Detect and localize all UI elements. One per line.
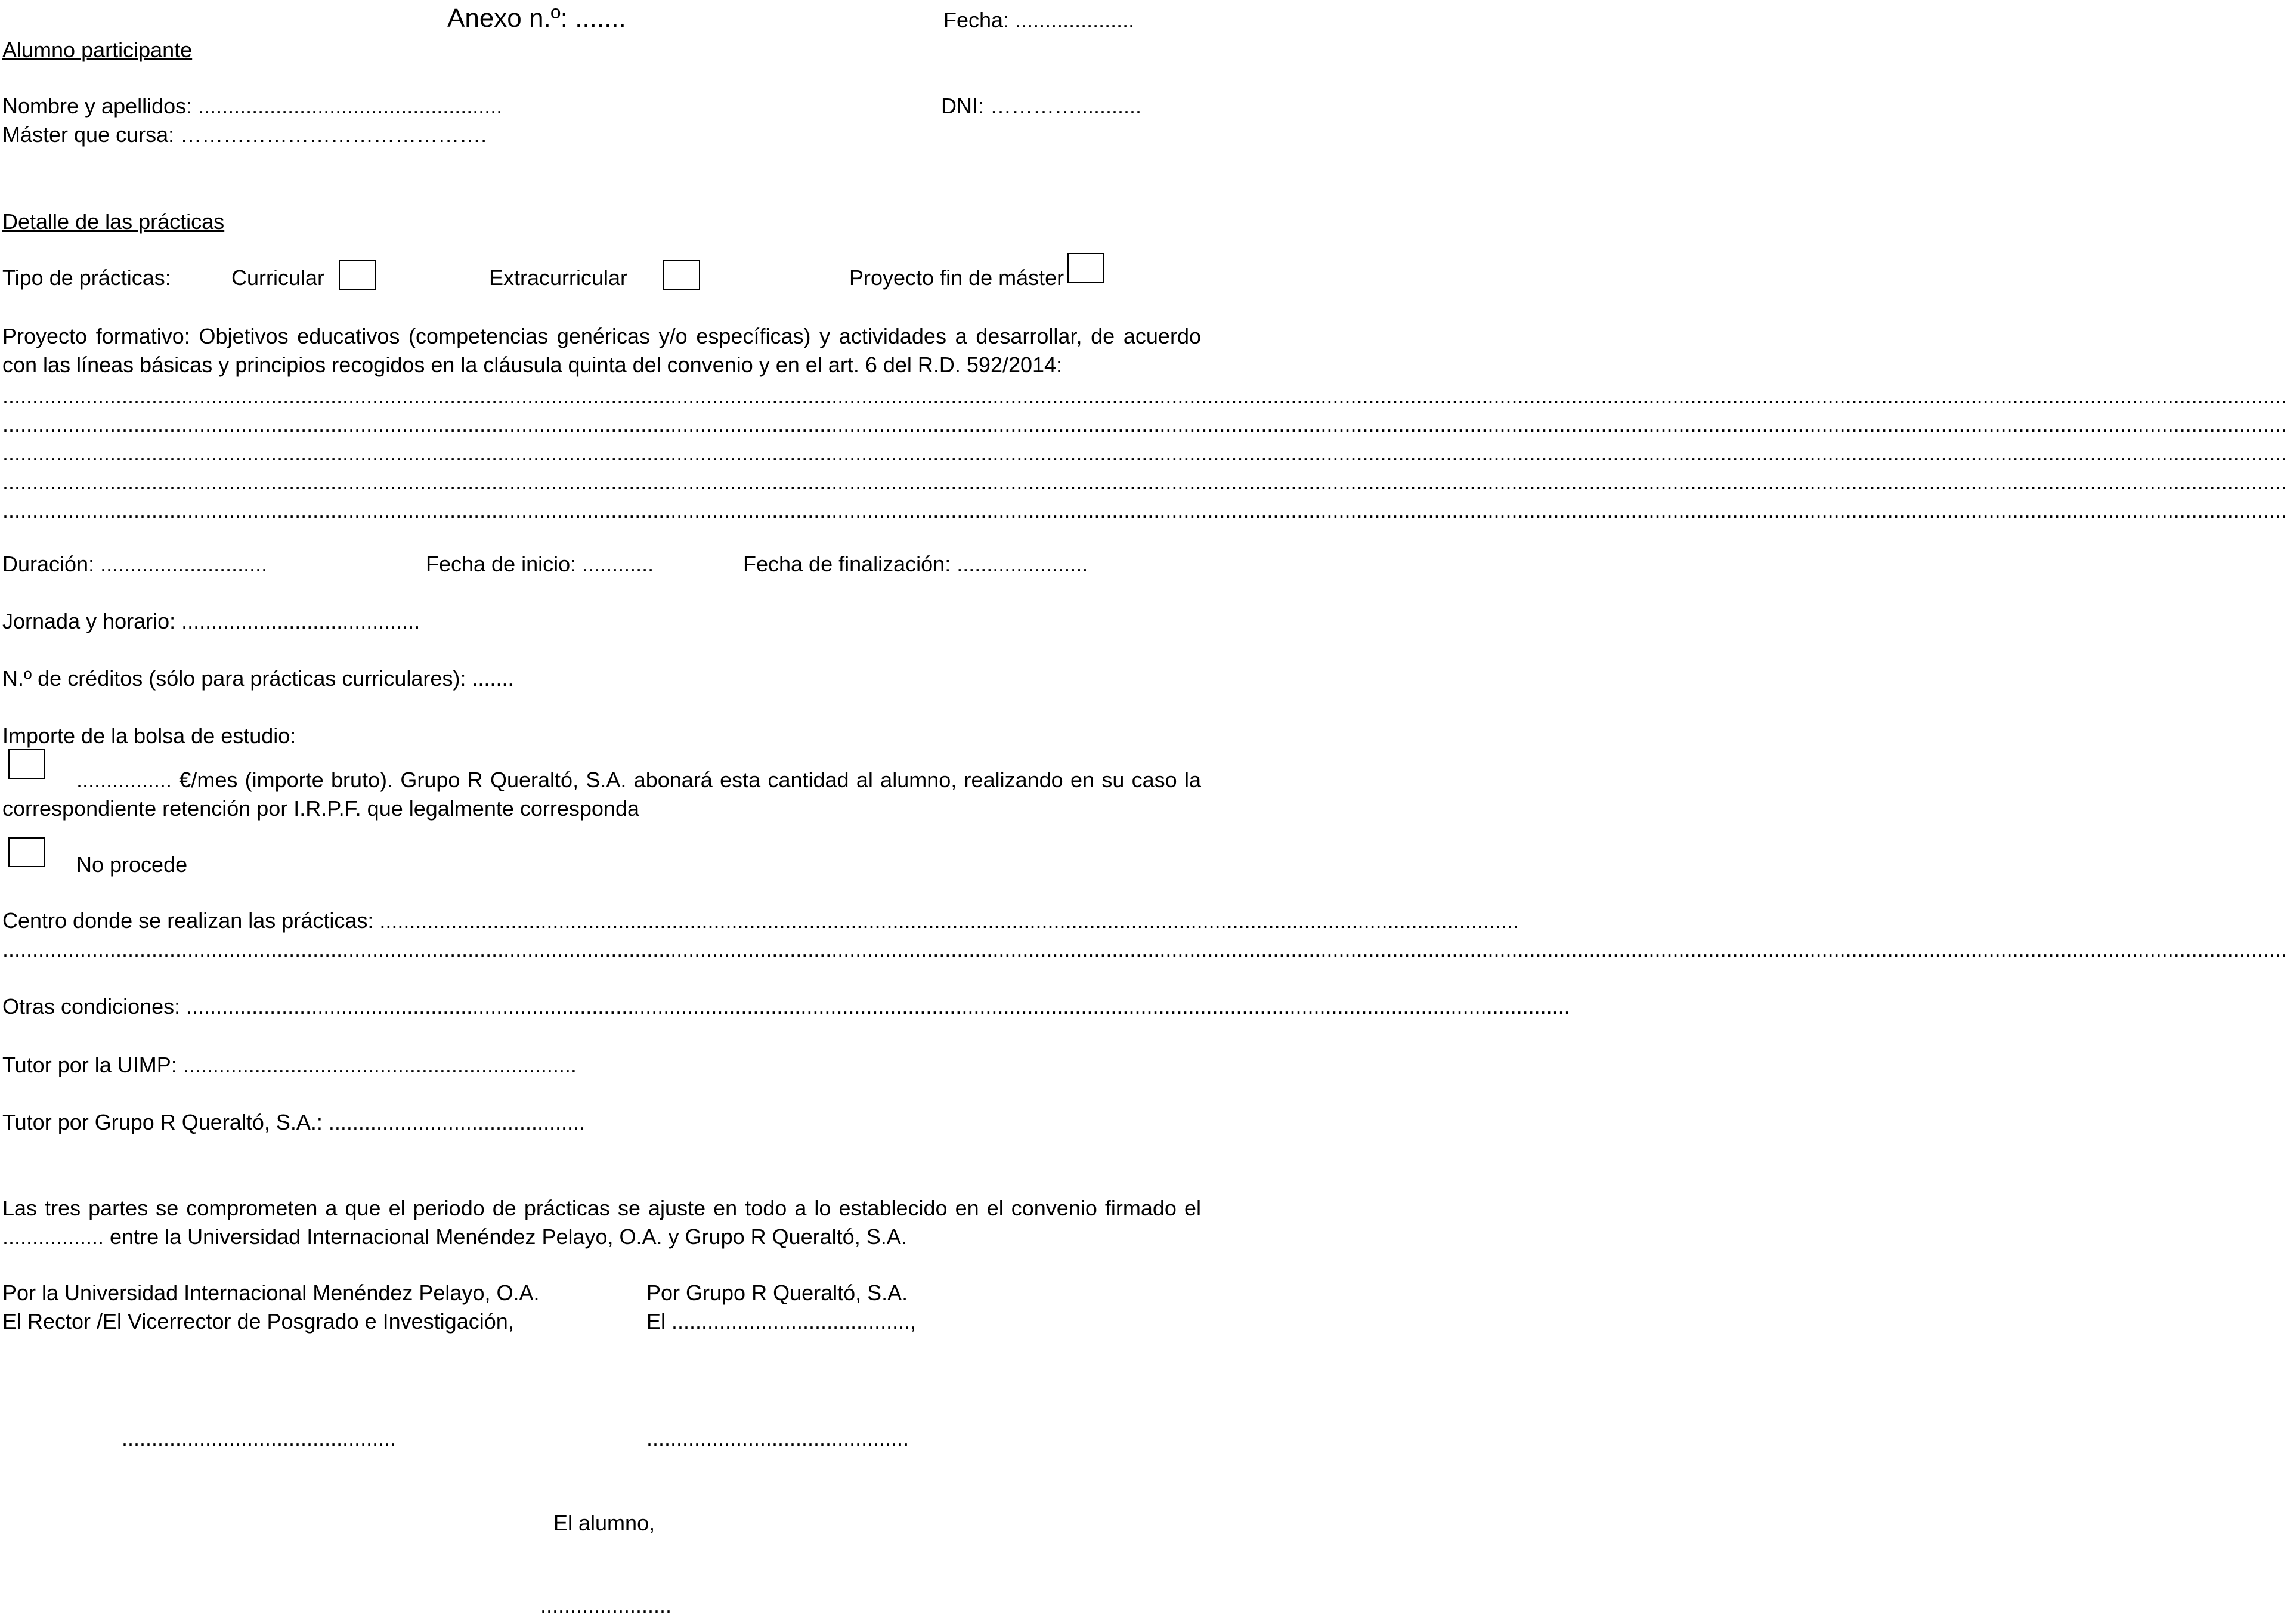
credits-field: N.º de créditos (sólo para prácticas curriculares): .......: [2, 666, 514, 691]
start-date-field: Fecha de inicio: ............: [426, 552, 654, 576]
date-field: Fecha: ....................: [943, 8, 1135, 32]
scholarship-amount-text-cont: correspondiente retención por I.R.P.F. que legalmente corresponda: [2, 796, 639, 821]
student-name-field: Nombre y apellidos: ...................................................: [2, 94, 503, 118]
practice-type-label: Tipo de prácticas:: [2, 265, 171, 290]
signature-line-left: ..............................................: [122, 1426, 397, 1450]
section-title-details: Detalle de las prácticas: [2, 209, 225, 234]
tutor-uimp-field: Tutor por la UIMP: ..................................................................: [2, 1053, 577, 1077]
training-project-description: Proyecto formativo: Objetivos educativos (competencias genéricas y/o específicas) y actividades a desarrollar, de acuerdo con las líneas básicas y principios recogidos en la cláusula quinta del convenio y en el art. 6 del R.D. 592/2014:: [2, 324, 1201, 377]
student-dni-field: DNI: …………...........: [941, 94, 1142, 118]
student-signatory-label: El alumno,: [553, 1511, 655, 1535]
annex-number: Anexo n.º: .......: [447, 4, 626, 33]
option-extracurricular-label: Extracurricular: [489, 265, 628, 290]
agreement-text: Las tres partes se comprometen a que el periodo de prácticas se ajuste en todo a lo establecido en el convenio firmado el ................. entre la Universidad Internacional Menéndez Pelayo, O.A. y Grupo R Queraltó, S.A.: [2, 1196, 1201, 1249]
tutor-company-field: Tutor por Grupo R Queraltó, S.A.: ...........................................: [2, 1110, 585, 1134]
signatory-right-line1: Por Grupo R Queraltó, S.A.: [646, 1280, 908, 1305]
checkbox-not-applicable[interactable]: [8, 837, 45, 867]
dotted-line-5: ...............................................................................................................................................................................................................................................................................................................................................................................................: [2, 498, 2287, 522]
dotted-line-4: ...............................................................................................................................................................................................................................................................................................................................................................................................: [2, 469, 2287, 494]
end-date-field: Fecha de finalización: ......................: [743, 552, 1088, 576]
checkbox-curricular[interactable]: [339, 260, 376, 290]
duration-field: Duración: ............................: [2, 552, 268, 576]
center-field-cont: ...............................................................................................................................................................................................................................................................................................................................................................................................: [2, 937, 2287, 961]
scholarship-amount-text: ................ €/mes (importe bruto). Grupo R Queraltó, S.A. abonará esta cantidad al alumno, realizando en su caso la: [76, 768, 1201, 792]
section-title-student: Alumno participante: [2, 38, 193, 62]
dotted-line-1: ...............................................................................................................................................................................................................................................................................................................................................................................................: [2, 383, 2287, 408]
signatory-left-line2: El Rector /El Vicerrector de Posgrado e Investigación,: [2, 1309, 514, 1334]
option-curricular-label: Curricular: [231, 265, 325, 290]
signature-line-right: ............................................: [646, 1426, 909, 1450]
dotted-line-2: ...............................................................................................................................................................................................................................................................................................................................................................................................: [2, 412, 2287, 437]
signatory-right-line2: El ........................................,: [646, 1309, 917, 1334]
signature-line-student: ......................: [540, 1593, 672, 1617]
not-applicable-label: No procede: [76, 852, 188, 877]
center-field: Centro donde se realizan las prácticas: ...............................................................................................................................................................................................: [2, 908, 1519, 933]
schedule-hours-field: Jornada y horario: ........................................: [2, 609, 420, 633]
checkbox-scholarship-amount[interactable]: [8, 749, 45, 779]
scholarship-label: Importe de la bolsa de estudio:: [2, 723, 296, 748]
checkbox-extracurricular[interactable]: [663, 260, 700, 290]
option-final-project-label: Proyecto fin de máster: [849, 265, 1064, 290]
other-conditions-field: Otras condiciones: ........................................................................................................................................................................................................................................: [2, 994, 1570, 1019]
signatory-left-line1: Por la Universidad Internacional Menéndez Pelayo, O.A.: [2, 1280, 540, 1305]
student-master-field: Máster que cursa: …………………………………….: [2, 122, 487, 147]
dotted-line-3: ...............................................................................................................................................................................................................................................................................................................................................................................................: [2, 441, 2287, 465]
checkbox-final-project[interactable]: [1067, 253, 1104, 283]
